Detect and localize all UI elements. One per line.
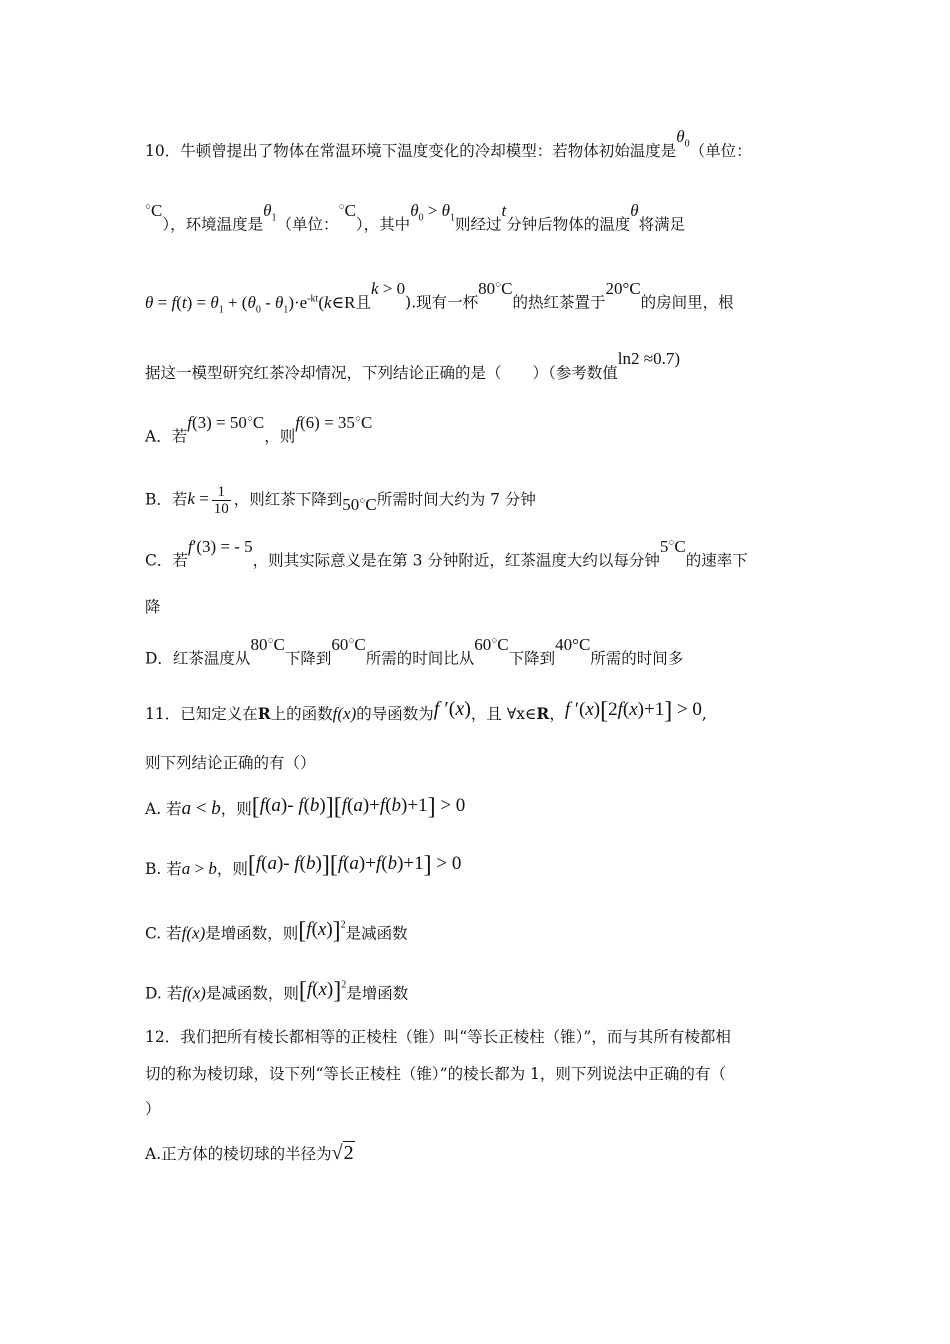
q11-option-d: D. 若f(x)是减函数，则$[f(x)]^2$是增函数 bbox=[145, 978, 409, 1005]
q11-line-1: 11．已知定义在R上的函数f(x)的导函数为f ′(x)，且 ∀x∈R，f ′(x)[2f(x)+1] > 0, bbox=[145, 698, 707, 724]
celsius-unit: ○C bbox=[145, 200, 163, 220]
rate-5c: 5○C bbox=[659, 536, 686, 556]
t-symbol: t bbox=[501, 200, 507, 220]
ref-value: ln2 ≈0.7) bbox=[617, 349, 680, 368]
q11-a-expression: [f(a)- f(b)][f(a)+f(b)+1] > 0 bbox=[251, 794, 466, 820]
a-greater-b: a > b bbox=[181, 859, 217, 878]
q11-option-a: A. 若a < b，则[f(a)- f(b)][f(a)+f(b)+1] > 0 bbox=[145, 794, 466, 820]
q10-option-c-cont: 降 bbox=[145, 598, 161, 616]
fx-squared: $[f(x)]^2$ bbox=[298, 978, 347, 1005]
temp-80: 80○C bbox=[478, 278, 513, 298]
q10-option-a: A．若f(3) = 50○C，则f(6) = 35○C bbox=[145, 412, 373, 446]
a-less-b: a < b bbox=[181, 798, 221, 819]
temp-20: 20°C bbox=[605, 278, 641, 298]
q10-line-1: 10．牛顿曾提出了物体在常温环境下温度变化的冷却模型：若物体初始温度是$\theta_0$（单位： bbox=[145, 127, 752, 160]
q11-option-b: B. 若a > b，则[f(a)- f(b)][f(a)+f(b)+1] > 0 bbox=[145, 852, 462, 878]
f3-equals-50: f(3) = 50○C bbox=[187, 412, 265, 432]
k-equals-fraction: k = $\frac{1}{10}$ bbox=[187, 484, 229, 517]
q12-line-3: ） bbox=[145, 1100, 161, 1118]
q12-option-a: A.正方体的棱切球的半径为√2 bbox=[145, 1142, 354, 1164]
q10-option-b: B．若k = $\frac{1}{10}$ ，则红茶下降到50○C所需时间大约为 7 分钟 bbox=[145, 484, 536, 517]
cooling-formula: $\theta = f(t) = \theta_1 + (\theta_0$ - $\theta_1)\cdot e^{-kt}(k\in R$ bbox=[145, 292, 356, 316]
temp-60: 60○C bbox=[474, 634, 509, 654]
q11-condition: f ′(x)[2f(x)+1] > 0 bbox=[564, 698, 702, 724]
sqrt-2: √2 bbox=[331, 1142, 354, 1164]
theta-symbol: θ bbox=[630, 200, 639, 220]
temp-40: 40°C bbox=[555, 634, 591, 654]
f6-equals-35: f(6) = 35○C bbox=[295, 412, 373, 432]
q11-b-expression: [f(a)- f(b)][f(a)+f(b)+1] > 0 bbox=[247, 852, 462, 878]
fprime3-equals-neg5: f′(3) = - 5 bbox=[187, 536, 253, 556]
q10-option-d: D．红茶温度从80○C下降到60○C所需的时间比从60○C下降到40°C所需的时间多 bbox=[145, 634, 684, 668]
k-positive: k > 0 bbox=[371, 278, 406, 298]
temp-60: 60○C bbox=[331, 634, 366, 654]
temp-50: 50○C bbox=[342, 495, 377, 515]
theta-inequality: $\theta_0 > \theta_1$ bbox=[410, 200, 455, 224]
q10-line-4: 据这一模型研究红茶冷却情况，下列结论正确的是（ ）（参考数值ln2 ≈0.7) bbox=[145, 349, 680, 382]
q10-option-c: C．若f′(3) = - 5，则其实际意义是在第 3 分钟附近，红茶温度大约以每分钟5○C的速率下 bbox=[145, 536, 748, 570]
q12-line-1: 12．我们把所有棱长都相等的正棱柱（锥）叫“等长正棱柱（锥）”，而与其所有棱都相 bbox=[145, 1028, 731, 1046]
temp-80: 80○C bbox=[250, 634, 285, 654]
fprime-x: f ′(x) bbox=[433, 698, 471, 720]
celsius-unit: ○C bbox=[338, 200, 356, 220]
fx-squared: $[f(x)]^2$ bbox=[298, 918, 346, 945]
theta1-symbol: $\theta_1$ bbox=[263, 200, 277, 224]
q10-line-2: ○C），环境温度是$\theta_1$（单位：○C），其中$\theta_0 > \theta_1$则经过t分钟后物体的温度θ将满足 bbox=[145, 200, 686, 234]
q12-line-2: 切的称为棱切球，设下列“等长正棱柱（锥）”的棱长都为 1，则下列说法中正确的有（ bbox=[145, 1065, 726, 1083]
q10-line-3: $\theta = f(t) = \theta_1 + (\theta_0$ - $\theta_1)\cdot e^{-kt}(k\in R$且k > 0).现有一杯80○C的热红茶置于20°C的房间里，根 bbox=[145, 278, 734, 316]
theta0-symbol: $\theta_0$ bbox=[676, 127, 690, 150]
q11-line-2: 则下列结论正确的有（） bbox=[145, 754, 316, 772]
q11-option-c: C. 若f(x)是增函数，则$[f(x)]^2$是减函数 bbox=[145, 918, 408, 945]
